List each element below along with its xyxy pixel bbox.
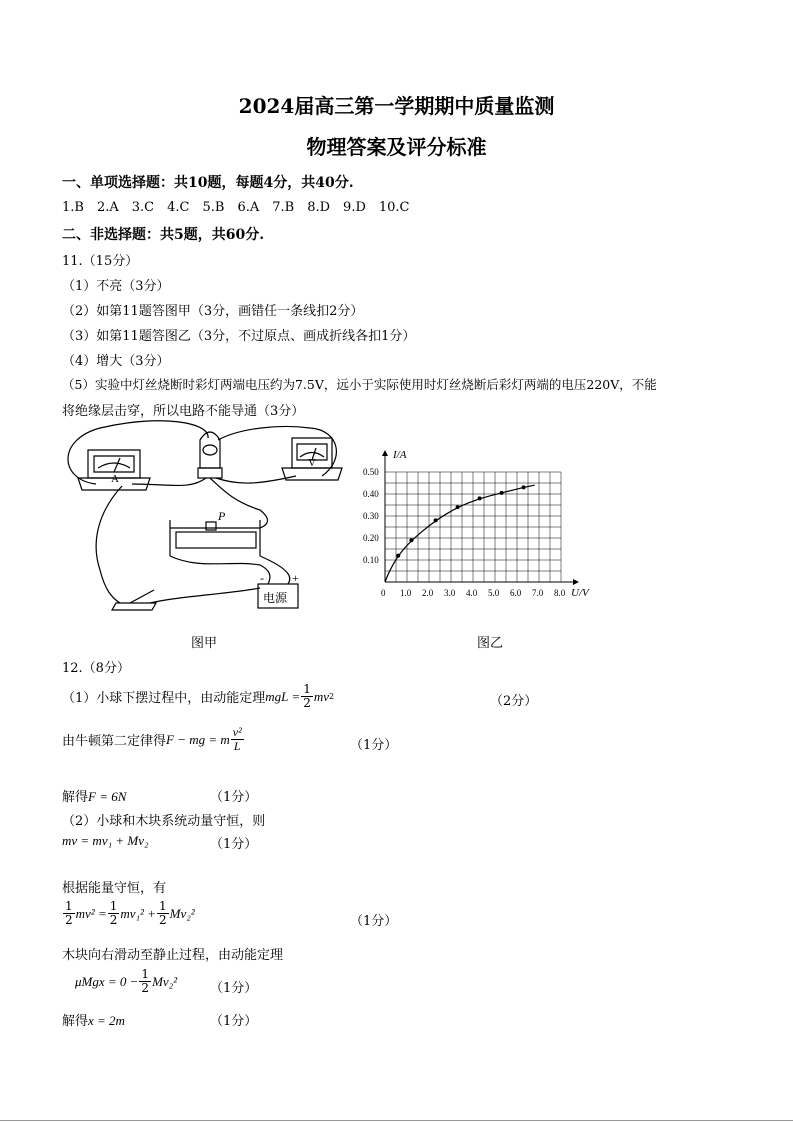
x-tick-label: 4.0 (466, 588, 478, 598)
q11-part5-line2: 将绝缘层击穿，所以电路不能导通（3分） (62, 404, 305, 419)
data-point (409, 538, 413, 542)
q12-line8: 木块向右滑动至静止过程，由动能定理 (62, 948, 284, 963)
iu-curve (385, 485, 535, 582)
q11-part1: （1）不亮（3分） (62, 279, 170, 294)
q12-line2 (62, 726, 245, 753)
answer-item: 5.B (202, 200, 225, 215)
answer-item: 8.D (307, 200, 331, 215)
q12-line1: （1）小球下摆过程中，由动能定理 mgL = $\frac{1}{2}$ mv 2 (62, 682, 335, 710)
figure-jia-caption: 图甲 (191, 636, 218, 651)
y-tick-label: 0.30 (363, 511, 379, 521)
x-axis-arrow (573, 579, 579, 585)
data-point (478, 496, 482, 500)
page-bottom-rule (0, 1120, 793, 1121)
answer-item: 4.C (167, 200, 190, 215)
q12-line1-text: （1）小球下摆过程中，由动能定理 (62, 691, 266, 706)
x-tick-label: 1.0 (400, 588, 412, 598)
page-subtitle: 物理答案及评分标准 (306, 135, 487, 159)
x-tick-label: 2.0 (422, 588, 434, 598)
q12-line1-eq-left: mgL = (265, 688, 301, 704)
q11-part3: （3）如第11题答图乙（3分，不过原点、画成折线各扣1分） (62, 329, 416, 344)
x-tick-label: 5.0 (488, 588, 500, 598)
q12-line9: μMgx = 0 − $\frac{1}{2}$ Mv₂² (75, 967, 178, 995)
q12-line10-score: （1分） (210, 1014, 258, 1029)
switch (112, 603, 156, 610)
x-tick-label: 0 (381, 588, 386, 598)
x-tick-label: 8.0 (554, 588, 566, 598)
q12-line3-eq: F = 6N (88, 789, 127, 804)
plus-terminal: + (292, 571, 299, 585)
answer-item: 10.C (378, 200, 410, 215)
y-tick-label: 0.20 (363, 533, 379, 543)
q12-line4: （2）小球和木块系统动量守恒，则 (62, 814, 266, 829)
circuit-diagram (60, 420, 350, 620)
y-axis-label: I/A (393, 449, 407, 461)
q12-line2-frac: $\frac{\text{v²}}{L}$ (232, 725, 242, 753)
answer-item: 3.C (131, 200, 155, 215)
section2-heading: 二、非选择题：共5题，共60分. (62, 227, 265, 243)
q12-line2-eq: F − mg = m (166, 731, 230, 747)
answer-item: 6.A (237, 200, 260, 215)
q12-line2-text: 由牛顿第二定律得 (62, 734, 167, 749)
page-title: 2024届高三第一学期期中质量监测 (238, 94, 555, 118)
answer-item: 1.B (62, 200, 84, 215)
power-label: 电源 (263, 591, 288, 605)
data-point (434, 518, 438, 522)
section1-heading: 一、单项选择题：共10题，每题4分，共40分. (62, 175, 354, 191)
q11-part2: （2）如第11题答图甲（3分，画错任一条线扣2分） (62, 304, 364, 319)
answer-item: 7.B (272, 200, 295, 215)
answer-item: 2.A (96, 200, 119, 215)
q11-header: 11.（15分） (62, 254, 139, 269)
q12-line6: 根据能量守恒，有 (62, 881, 167, 896)
y-tick-label: 0.40 (363, 489, 379, 499)
q11-part5-line1: （5）实验中灯丝烧断时彩灯两端电压约为7.5V，远小于实际使用时灯丝烧断后彩灯两端的电压220V，不能 (62, 377, 657, 392)
voltmeter-base (282, 468, 342, 480)
q12-line3: 解得F = 6N (62, 789, 127, 805)
data-point (522, 485, 526, 489)
q12-line5-score: （1分） (210, 837, 258, 852)
data-point (396, 554, 400, 558)
x-tick-label: 3.0 (444, 588, 456, 598)
q12-line1-eq-right: mv (313, 688, 329, 704)
q12-line10-eq: x = 2m (88, 1013, 125, 1028)
q11-part4: （4）增大（3分） (62, 354, 170, 369)
answer-row (62, 200, 423, 215)
x-tick-label: 6.0 (510, 588, 522, 598)
x-tick-label: 7.0 (532, 588, 544, 598)
q12-line10: 解得x = 2m (62, 1013, 125, 1029)
q12-line1-score: （2分） (490, 694, 538, 709)
q12-line7-score: （1分） (350, 914, 398, 929)
rheostat-label: P (218, 509, 226, 523)
rheostat-coil (176, 532, 256, 548)
ammeter-label: A (111, 473, 119, 485)
q12-line3-score: （1分） (210, 790, 258, 805)
y-axis-arrow (382, 450, 388, 456)
data-point (456, 505, 460, 509)
iu-chart (355, 438, 605, 603)
answer-item: 9.D (343, 200, 366, 215)
minus-terminal: - (260, 571, 264, 585)
y-tick-label: 0.10 (363, 555, 379, 565)
x-axis-label: U/V (571, 587, 589, 599)
figure-yi-caption: 图乙 (477, 636, 504, 651)
voltmeter-label: V (308, 457, 316, 469)
y-tick-label: 0.50 (363, 467, 379, 477)
q12-header: 12.（8分） (62, 661, 130, 676)
q12-line7: $\frac{1}{2}$ mv² = $\frac{1}{2}$ mv₁² + $\frac{1}{2}$ Mv₂² (65, 899, 195, 927)
q12-line5-eq: mv = mv₁ + Mv₂ (62, 833, 149, 848)
q12-line2-score: （1分） (350, 738, 398, 753)
data-point (500, 491, 504, 495)
q12-line1-frac: $\frac{1}{2}$ (303, 682, 311, 710)
q12-line9-score: （1分） (210, 981, 258, 996)
